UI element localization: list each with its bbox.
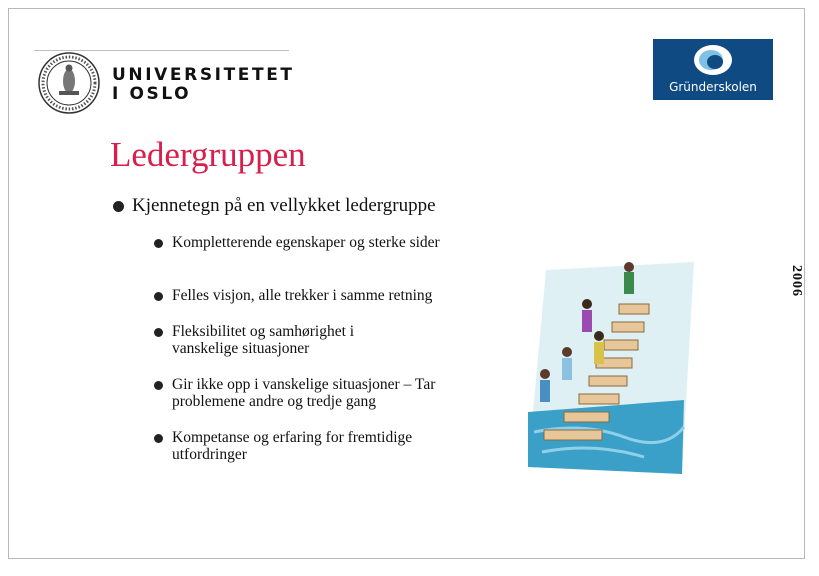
slide-title: Ledergruppen	[110, 135, 306, 174]
sub-bullet	[150, 287, 470, 304]
bullet-dot-icon	[154, 381, 163, 390]
sub-bullet	[150, 376, 470, 410]
bullet-dot-icon	[113, 201, 124, 212]
sub-bullet	[150, 323, 470, 357]
sub-bullet-text: Kompetanse og erfaring for fremtidige utfordringer	[172, 429, 413, 463]
sub-bullet	[150, 234, 470, 251]
sub-bullet	[150, 429, 470, 463]
sub-bullet-text: Felles visjon, alle trekker i samme retning	[172, 287, 433, 304]
uio-wordmark-line2: I OSLO	[112, 84, 192, 104]
uio-wordmark	[112, 66, 295, 104]
uio-seal-icon	[37, 51, 101, 115]
main-bullet-text: Kjennetegn på en vellykket ledergruppe	[132, 195, 436, 216]
grunderskolen-logo	[653, 39, 773, 100]
bullet-dot-icon	[154, 328, 163, 337]
bullet-dot-icon	[154, 292, 163, 301]
uio-wordmark-line1: UNIVERSITETET	[112, 65, 295, 85]
bullet-dot-icon	[154, 239, 163, 248]
sub-bullet-text: Gir ikke opp i vanskelige situasjoner – Tar problemene andre og tredje gang	[172, 376, 436, 410]
sub-bullet-text: Kompletterende egenskaper og sterke sider	[172, 234, 440, 251]
grunderskolen-name: Gründerskolen	[669, 80, 757, 94]
main-bullet	[110, 195, 436, 217]
bullet-dot-icon	[154, 434, 163, 443]
grunderskolen-swirl-icon	[691, 43, 735, 77]
sub-bullet-text: Fleksibilitet og samhørighet i vanskelige situasjoner	[172, 323, 355, 357]
year-label: 2006	[789, 265, 804, 297]
team-climbing-stairs-illustration	[524, 262, 701, 474]
